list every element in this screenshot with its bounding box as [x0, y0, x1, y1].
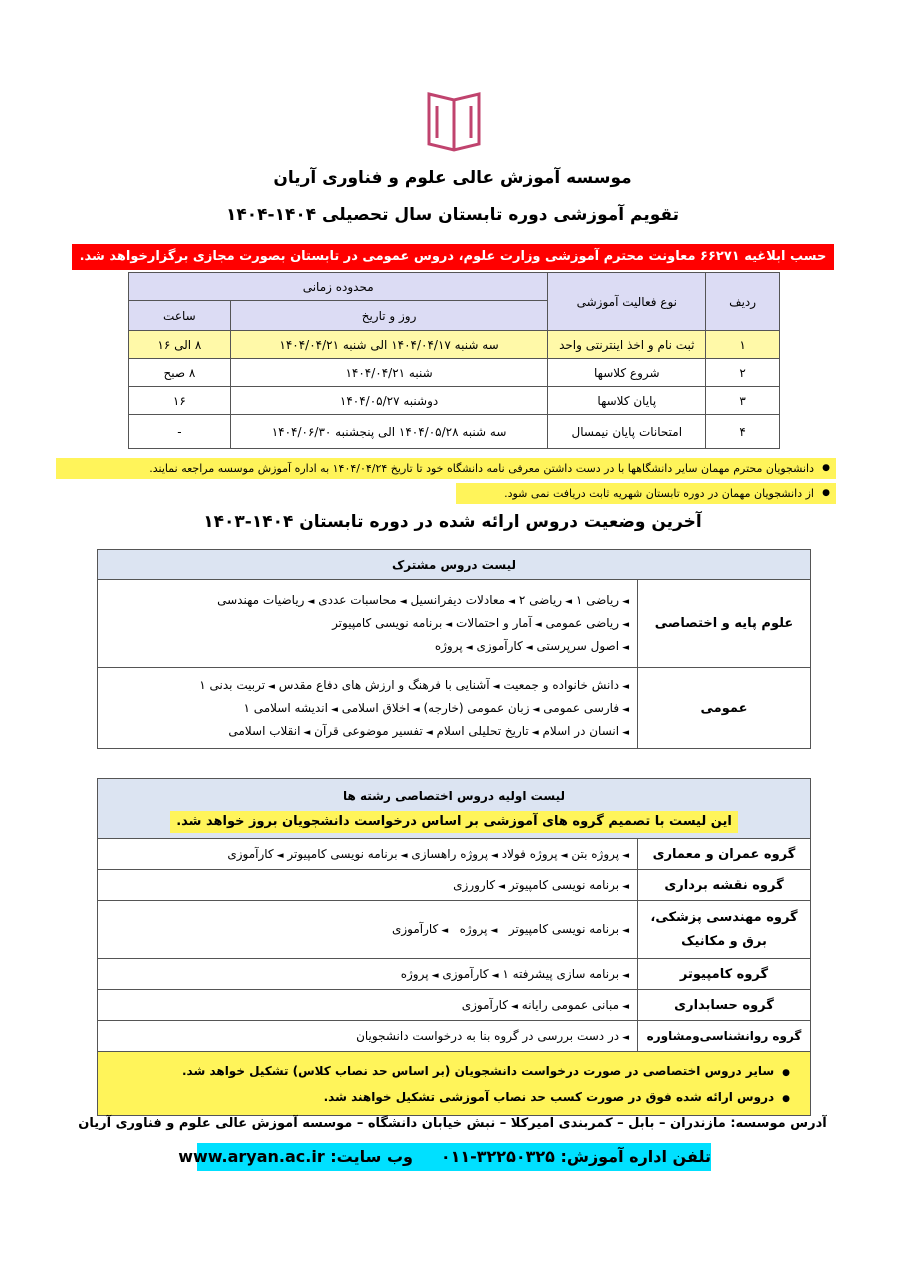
cell: شروع کلاسها	[548, 359, 706, 387]
col-date: روز و تاریخ	[230, 301, 548, 331]
phone-text: تلفن اداره آموزش: ۳۲۲۵۰۳۲۵-۰۱۱	[440, 1147, 711, 1166]
group-label: گروه حسابداری	[637, 990, 810, 1020]
course-line: ◄برنامه نویسی کامپیوتر ◄کارورزی	[453, 877, 629, 892]
cell: ۸ الی ۱۶	[129, 331, 231, 359]
course-list	[98, 668, 637, 748]
cell: ۱۶	[129, 387, 231, 415]
group-row	[98, 668, 810, 748]
cell: پایان کلاسها	[548, 387, 706, 415]
course-list	[98, 1021, 637, 1051]
contact-bar	[178, 1143, 711, 1171]
col-time: ساعت	[129, 301, 231, 331]
table-row	[129, 359, 780, 387]
cell: ۸ صبح	[129, 359, 231, 387]
group-row	[98, 580, 810, 668]
group-label: گروه کامپیوتر	[637, 959, 810, 989]
table-row	[129, 387, 780, 415]
group-label: علوم پایه و اختصاصی	[637, 580, 810, 667]
course-line: ◄ریاضی ۱ ◄ریاضی ۲ ◄معادلات دیفرانسیل ◄محاسبات عددی ◄ریاضیات مهندسی	[217, 593, 629, 607]
group-row	[98, 990, 810, 1021]
course-line: ◄دانش خانواده و جمعیت ◄آشنایی با فرهنگ و ارزش های دفاع مقدس ◄تربیت بدنی ۱	[199, 677, 629, 692]
calendar-table	[128, 272, 780, 449]
website-link[interactable]: www.aryan.ac.ir	[178, 1147, 325, 1166]
courses-title: آخرین وضعیت دروس ارائه شده در دوره تابستان ۱۴۰۴-۱۴۰۳	[203, 512, 702, 532]
address-line: آدرس موسسه: مازندران – بابل – کمربندی امیرکلا – نبش خیابان دانشگاه – موسسه آموزش عالی علوم و فناوری آریان	[78, 1116, 827, 1131]
cell: ۳	[706, 387, 780, 415]
cell: -	[129, 415, 231, 449]
course-list	[98, 839, 637, 869]
course-line: ◄مبانی عمومی رایانه ◄کارآموزی	[461, 997, 629, 1012]
group-label: عمومی	[637, 668, 810, 748]
cell: ۴	[706, 415, 780, 449]
course-list	[98, 870, 637, 900]
institute-title: موسسه آموزش عالی علوم و فناوری آریان	[273, 168, 632, 188]
common-courses-box	[97, 549, 811, 749]
cell: دوشنبه ۱۴۰۴/۰۵/۲۷	[230, 387, 548, 415]
group-row	[98, 901, 810, 959]
calendar-title: تقویم آموزشی دوره تابستان سال تحصیلی ۱۴۰۴-۱۴۰۴	[225, 205, 680, 225]
specialized-heading-block	[98, 779, 810, 839]
note-item: ● از دانشجویان مهمان در دوره تابستان شهریه ثابت دریافت نمی شود.	[456, 483, 836, 504]
course-line: ◄فارسی عمومی ◄زبان عمومی (خارجه) ◄اخلاق اسلامی ◄اندیشه اسلامی ۱	[243, 700, 629, 715]
table-row	[129, 415, 780, 449]
col-activity: نوع فعالیت آموزشی	[548, 273, 706, 331]
group-row	[98, 870, 810, 901]
note-item: ●سایر دروس اختصاصی در صورت درخواست دانشجویان (بر اساس حد نصاب کلاس) تشکیل خواهد شد.	[181, 1063, 790, 1078]
group-label: گروه نقشه برداری	[637, 870, 810, 900]
book-logo-icon	[425, 88, 483, 152]
col-period: محدوده زمانی	[129, 273, 548, 301]
course-list	[98, 990, 637, 1020]
group-label: گروه عمران و معماری	[637, 839, 810, 869]
course-list	[98, 580, 637, 667]
cell: ۱	[706, 331, 780, 359]
group-row	[98, 839, 810, 870]
course-line: ◄برنامه سازی پیشرفته ۱ ◄کارآموزی ◄پروژه	[400, 966, 629, 981]
cell: ثبت نام و اخذ اینترنتی واحد	[548, 331, 706, 359]
note-item: ●دروس ارائه شده فوق در صورت کسب حد نصاب آموزشی تشکیل خواهند شد.	[323, 1089, 790, 1104]
course-list	[98, 901, 637, 958]
course-line: ◄برنامه نویسی کامپیوتر ◄پروژه ◄کارآموزی	[391, 922, 629, 936]
group-label: گروه روانشناسی‌ومشاوره	[637, 1021, 810, 1051]
cell: امتحانات پایان نیمسال	[548, 415, 706, 449]
cell: سه شنبه ۱۴۰۴/۰۵/۲۸ الی پنجشنبه ۱۴۰۴/۰۶/۳۰	[230, 415, 548, 449]
common-heading: لیست دروس مشترک	[98, 550, 810, 580]
note-item: ● دانشجویان محترم مهمان سایر دانشگاهها با در دست داشتن معرفی نامه دانشگاه خود تا تاریخ ۱۴۰۴/۰۴/۲۴ به اداره آموزش موسسه مراجعه نمایند.	[56, 458, 836, 479]
cell: سه شنبه ۱۴۰۴/۰۴/۱۷ الی شنبه ۱۴۰۴/۰۴/۲۱	[230, 331, 548, 359]
group-label: گروه مهندسی پزشکی، برق و مکانیک	[637, 901, 810, 958]
notice-banner: حسب ابلاغیه ۶۶۲۷۱ معاونت محترم آموزشی وزارت علوم، دروس عمومی در تابستان بصورت مجازی برگزارخواهد شد.	[72, 244, 834, 270]
course-line: ◄پروژه بتن ◄پروژه فولاد ◄پروژه راهسازی ◄برنامه نویسی کامپیوتر ◄کارآموزی	[227, 846, 629, 861]
course-line: ◄در دست بررسی در گروه بنا به درخواست دانشجویان	[356, 1028, 629, 1043]
group-row	[98, 959, 810, 990]
course-line: ◄انسان در اسلام ◄تاریخ تحلیلی اسلام ◄تفسیر موضوعی قرآن ◄انقلاب اسلامی	[228, 723, 629, 738]
specialized-subheading: این لیست با تصمیم گروه های آموزشی بر اساس درخواست دانشجویان بروز خواهد شد.	[170, 811, 738, 833]
specialized-heading: لیست اولیه دروس اختصاصی رشته ها	[343, 789, 565, 803]
course-list	[98, 959, 637, 989]
course-line: ◄اصول سرپرستی ◄کارآموزی ◄پروژه	[434, 639, 629, 653]
specialized-notes	[98, 1052, 810, 1115]
website-label: وب سایت:	[330, 1147, 413, 1166]
cell: شنبه ۱۴۰۴/۰۴/۲۱	[230, 359, 548, 387]
table-row	[129, 331, 780, 359]
col-row: ردیف	[706, 273, 780, 331]
cell: ۲	[706, 359, 780, 387]
specialized-courses-box	[97, 778, 811, 1116]
course-line: ◄ریاضی عمومی ◄آمار و احتمالات ◄برنامه نویسی کامپیوتر	[332, 616, 629, 630]
group-row	[98, 1021, 810, 1052]
